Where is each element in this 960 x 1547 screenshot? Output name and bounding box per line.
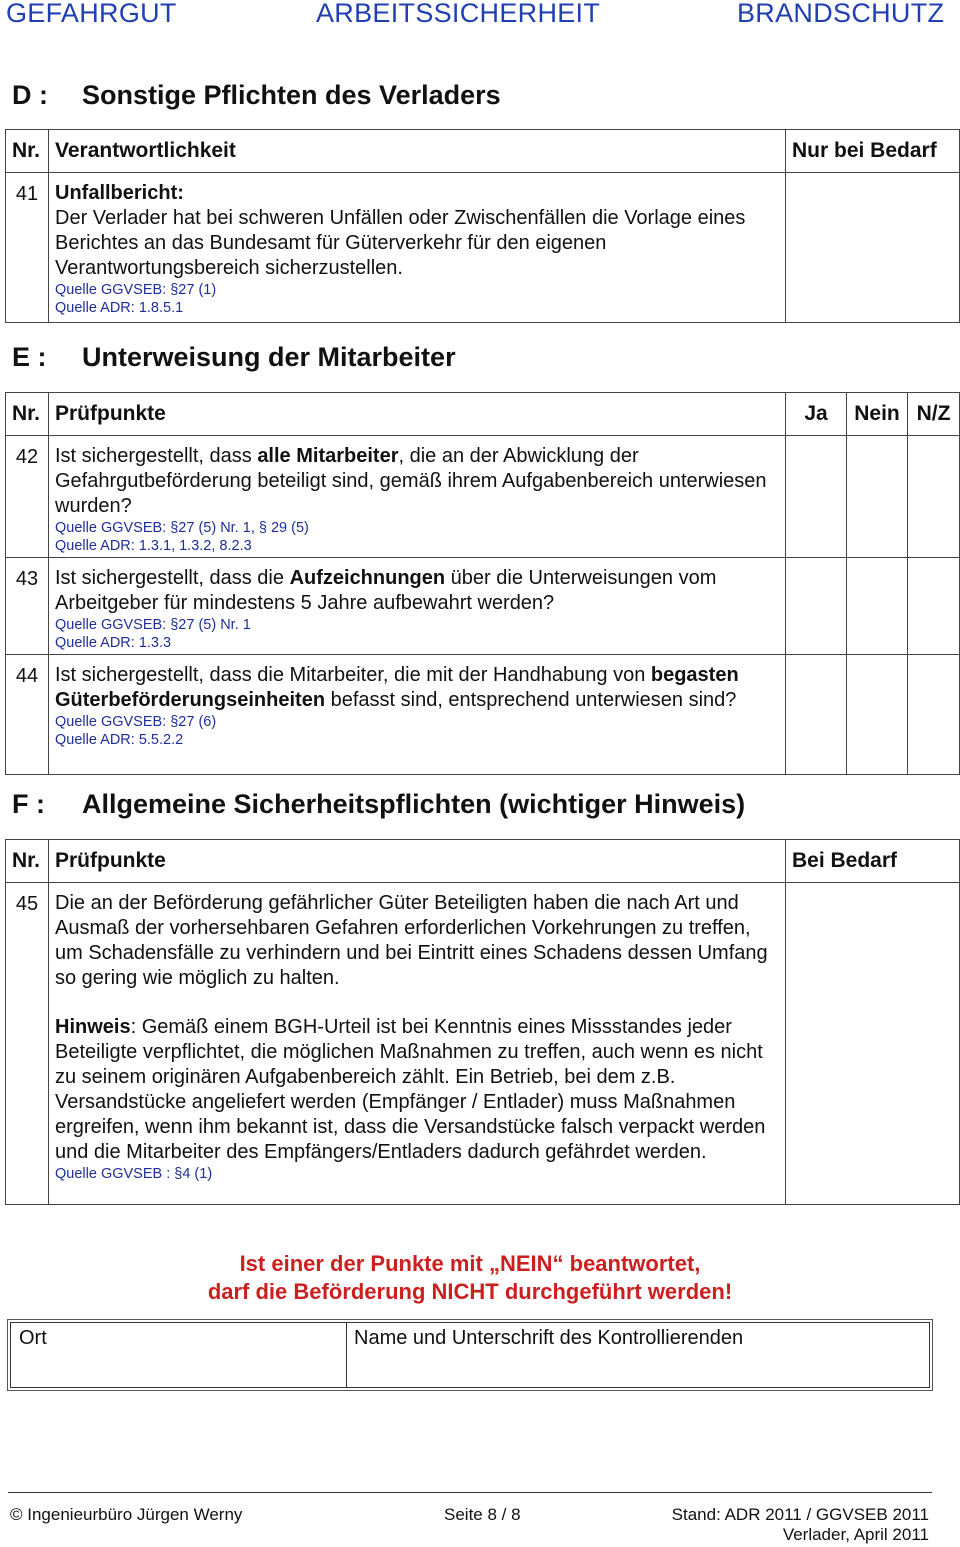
- col-checkpoints-header: Prüfpunkte: [49, 840, 786, 883]
- header-brandschutz: BRANDSCHUTZ: [737, 0, 945, 28]
- section-f-letter: F :: [12, 789, 45, 819]
- header-arbeitssicherheit: ARBEITSSICHERHEIT: [316, 0, 601, 28]
- section-d-header-row: [6, 130, 960, 173]
- section-d-title: Sonstige Pflichten des Verladers: [82, 80, 501, 110]
- row-content: [49, 655, 786, 775]
- signature-field[interactable]: [347, 1323, 929, 1387]
- no-checkbox-cell[interactable]: [847, 655, 908, 775]
- section-f-heading: [0, 789, 960, 821]
- row-text: [55, 663, 779, 713]
- yes-checkbox-cell[interactable]: [786, 655, 847, 775]
- row-text-pre: Ist sichergestellt, dass die Mitarbeiter, die mit der Handhabung von: [55, 664, 651, 686]
- row-content: [49, 883, 786, 1205]
- section-e-heading: [0, 342, 960, 374]
- row-text-bold: begasten Güterbeförderungseinheiten: [55, 664, 739, 711]
- col-nr-header: Nr.: [6, 393, 49, 436]
- row-number: 42: [6, 436, 49, 558]
- source-ggvseb: Quelle GGVSEB: §27 (5) Nr. 1: [55, 617, 251, 633]
- warning-line-2: darf die Beförderung NICHT durchgeführt werden!: [207, 1279, 733, 1304]
- yes-checkbox-cell[interactable]: [786, 436, 847, 558]
- hint-paragraph: [55, 1015, 779, 1165]
- row-text: Der Verlader hat bei schweren Unfällen oder Zwischenfällen die Vorlage eines Berichtes an das Bundesamt für Güterverkehr für den eigenen Verantwortungsbereich sicherzustellen.: [55, 207, 746, 279]
- col-need-header: Bei Bedarf: [786, 840, 960, 883]
- source-ggvseb: Quelle GGVSEB : §4 (1): [55, 1166, 213, 1182]
- col-nz-header: N/Z: [908, 393, 960, 436]
- place-label: Ort: [19, 1327, 47, 1349]
- header-gefahrgut: GEFAHRGUT: [6, 0, 177, 28]
- hint-text: : Gemäß einem BGH-Urteil ist bei Kenntnis eines Missstandes jeder Beteiligte verpflichtet, die möglichen Maßnahmen zu treffen, auch wenn es nicht zu seinem originären Aufgabenbereich zählt. Ein Betrieb, bei dem z.B. Versandstücke angeliefert werden (Empfänger / Entlader) muss Maßnahmen ergreifen, wenn ihm bekannt ist, dass die Versandstücke falsch verpackt werden und die Mitarbeiter des Empfängers/Entladers dadurch gefährdet werden.: [55, 1016, 766, 1163]
- section-e-header-row: [6, 393, 960, 436]
- source-adr: Quelle ADR: 1.3.3: [55, 635, 172, 651]
- signature-label: Name und Unterschrift des Kontrollierenden: [354, 1327, 744, 1349]
- col-responsibility-header: Verantwortlichkeit: [49, 130, 786, 173]
- nz-checkbox-cell[interactable]: [908, 655, 960, 775]
- footer-version: Verlader, April 2011: [782, 1525, 929, 1544]
- source-adr: Quelle ADR: 5.5.2.2: [55, 732, 184, 748]
- table-row: [6, 173, 960, 323]
- col-nr-header: Nr.: [6, 130, 49, 173]
- row-text-post: , die an der Abwicklung der Gefahrgutbeförderung beteiligt sind, gemäß ihrem Aufgabenbereich unterwiesen wurden?: [55, 445, 767, 517]
- col-yes-header: Ja: [786, 393, 847, 436]
- no-checkbox-cell[interactable]: [847, 436, 908, 558]
- source-adr: Quelle ADR: 1.8.5.1: [55, 300, 184, 316]
- row-text-post: über die Unterweisungen vom Arbeitgeber für mindestens 5 Jahre aufbewahrt werden?: [55, 567, 717, 614]
- section-f-header-row: [6, 840, 960, 883]
- need-checkbox-cell[interactable]: [786, 883, 960, 1205]
- section-d-heading: [0, 80, 960, 112]
- hint-label: Hinweis: [55, 1016, 131, 1038]
- table-row: [6, 655, 960, 775]
- footer-divider: [8, 1492, 932, 1493]
- row-content: [49, 173, 786, 323]
- source-ggvseb: Quelle GGVSEB: §27 (5) Nr. 1, § 29 (5): [55, 520, 309, 536]
- row-content: [49, 436, 786, 558]
- row-text-bold: alle Mitarbeiter: [257, 445, 399, 467]
- nz-checkbox-cell[interactable]: [908, 436, 960, 558]
- col-checkpoints-header: Prüfpunkte: [49, 393, 786, 436]
- section-e-title: Unterweisung der Mitarbeiter: [82, 342, 456, 372]
- source-ggvseb: Quelle GGVSEB: §27 (6): [55, 714, 217, 730]
- table-row: [6, 883, 960, 1205]
- section-d-letter: D :: [12, 80, 48, 110]
- source-adr: Quelle ADR: 1.3.1, 1.3.2, 8.2.3: [55, 538, 252, 554]
- section-e-letter: E :: [12, 342, 47, 372]
- table-row: [6, 558, 960, 655]
- col-no-header: Nein: [847, 393, 908, 436]
- footer-copyright: © Ingenieurbüro Jürgen Werny: [10, 1505, 243, 1524]
- section-d-table: [5, 129, 960, 323]
- footer-stand: Stand: ADR 2011 / GGVSEB 2011: [671, 1505, 929, 1524]
- row-number: 45: [6, 883, 49, 1205]
- row-number: 44: [6, 655, 49, 775]
- no-checkbox-cell[interactable]: [847, 558, 908, 655]
- signature-box: [10, 1322, 930, 1388]
- row-content: [49, 558, 786, 655]
- row-number: 41: [6, 173, 49, 323]
- section-f-table: [5, 839, 960, 1205]
- section-e-table: [5, 392, 960, 775]
- col-need-header: Nur bei Bedarf: [786, 130, 960, 173]
- row-text-pre: Ist sichergestellt, dass: [55, 445, 258, 467]
- nz-checkbox-cell[interactable]: [908, 558, 960, 655]
- row-text-post: befasst sind, entsprechend unterwiesen sind?: [325, 689, 737, 711]
- need-checkbox-cell[interactable]: [786, 173, 960, 323]
- footer-page: Seite 8 / 8: [444, 1505, 521, 1524]
- row-number: 43: [6, 558, 49, 655]
- place-field[interactable]: [11, 1323, 347, 1387]
- row-text: [55, 444, 779, 519]
- row-text-pre: Ist sichergestellt, dass die: [55, 567, 290, 589]
- col-nr-header: Nr.: [6, 840, 49, 883]
- row-heading: Unfallbericht:: [55, 182, 184, 204]
- yes-checkbox-cell[interactable]: [786, 558, 847, 655]
- warning-line-1: Ist einer der Punkte mit „NEIN“ beantwortet,: [239, 1251, 701, 1276]
- row-text: [55, 566, 779, 616]
- source-ggvseb: Quelle GGVSEB: §27 (1): [55, 282, 217, 298]
- table-row: [6, 436, 960, 558]
- row-text: Die an der Beförderung gefährlicher Güter Beteiligten haben die nach Art und Ausmaß der vorhersehbaren Gefahren erforderlichen Vorkehrungen zu treffen, um Schadensfälle zu verhindern und bei Eintritt eines Schadens dessen Umfang so gering wie möglich zu halten.: [55, 892, 768, 989]
- section-f-title: Allgemeine Sicherheitspflichten (wichtiger Hinweis): [82, 789, 746, 819]
- row-text-bold: Aufzeichnungen: [289, 567, 446, 589]
